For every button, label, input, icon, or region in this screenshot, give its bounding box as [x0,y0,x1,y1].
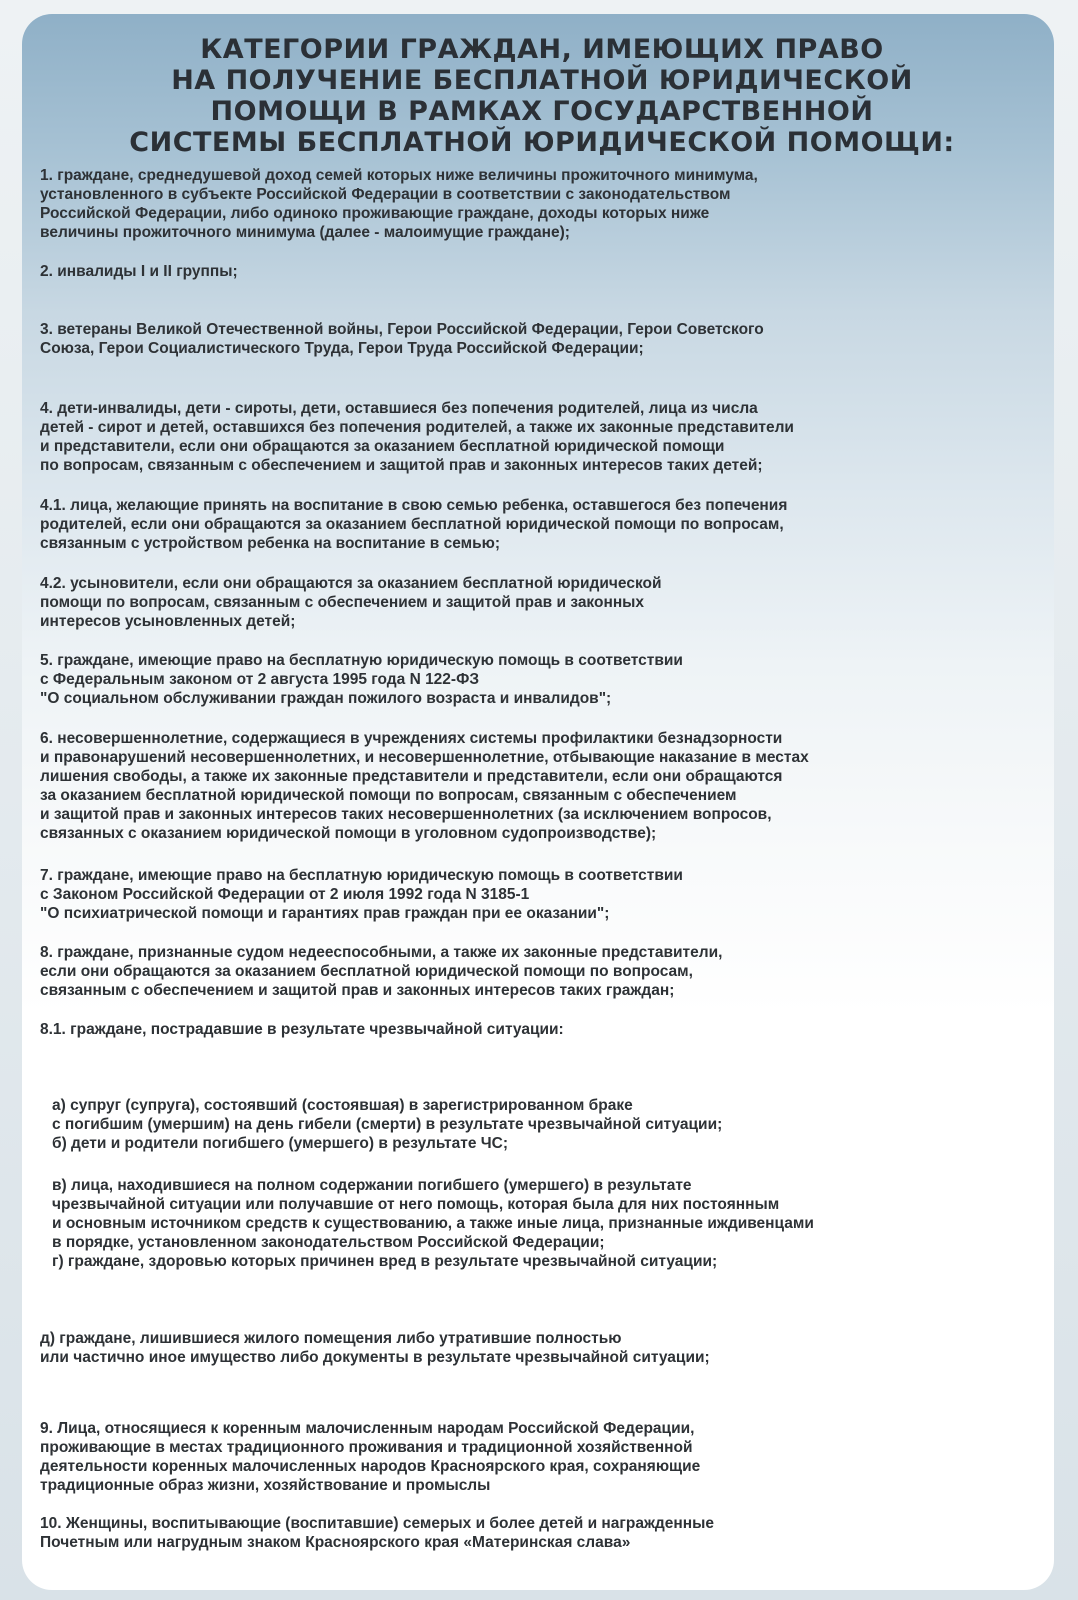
category-9: 9. Лица, относящиеся к коренным малочисленным народам Российской Федерации, проживающие в местах традиционного проживания и традиционной хозяйственной деятельности коренных малочисленных народов Красноярского края, сохраняющие традиционные образ жизни, хозяйствование и промыслы [40,1420,701,1494]
category-8-1-v-g: в) лица, находившиеся на полном содержании погибшего (умершего) в результате чрезвычайной ситуации или получавшие от него помощь, которая была для них постоянным и основным источником средств к существованию, а также иные лица, признанные иждивенцами в порядке, установленном законодательством Российской Федерации; г) граждане, здоровью которых причинен вред в результате чрезвычайной ситуации; [52,1177,814,1270]
title-line-4: СИСТЕМЫ БЕСПЛАТНОЙ ЮРИДИЧЕСКОЙ ПОМОЩИ: [129,127,955,158]
category-4-2: 4.2. усыновители, если они обращаются за оказанием бесплатной юридической помощи по вопросам, связанным с обеспечением и защитой прав и законных интересов усыновленных детей; [40,575,662,630]
poster-title [92,34,992,158]
category-8: 8. граждане, признанные судом недееспособными, а также их законные представители, если они обращаются за оказанием бесплатной юридической помощи по вопросам, связанным с обеспечением и защитой прав и законных интересов таких граждан; [40,944,723,999]
title-line-3: ПОМОЩИ В РАМКАХ ГОСУДАРСТВЕННОЙ [210,96,874,127]
information-poster [22,14,1054,1590]
category-6: 6. несовершеннолетние, содержащиеся в учреждениях системы профилактики безнадзорности и правонарушений несовершеннолетних, и несовершеннолетние, отбывающие наказание в местах лишения свободы, а также их законные представители и представители, если они обращаются за оказанием бесплатной юридической помощи по вопросам, связанным с обеспечением и защитой прав и законных интересов таких несовершеннолетних (за исключением вопросов, связанных с оказанием юридической помощи в уголовном судопроизводстве); [40,730,809,842]
title-line-2: НА ПОЛУЧЕНИЕ БЕСПЛАТНОЙ ЮРИДИЧЕСКОЙ [171,65,913,96]
category-3: 3. ветераны Великой Отечественной войны, Герои Российской Федерации, Герои Советского Союза, Герои Социалистического Труда, Герои Труда Российской Федерации; [40,321,764,357]
category-2: 2. инвалиды I и II группы; [40,263,238,280]
category-8-1-d: д) граждане, лишившиеся жилого помещения либо утратившие полностью или частично иное имущество либо документы в результате чрезвычайной ситуации; [40,1330,710,1366]
category-10: 10. Женщины, воспитывающие (воспитавшие) семерых и более детей и награжденные Почетным или нагрудным знаком Красноярского края «Материнская слава» [40,1515,714,1551]
category-4: 4. дети-инвалиды, дети - сироты, дети, оставшиеся без попечения родителей, лица из числа детей - сирот и детей, оставшихся без попечения родителей, а также их законные представители и представители, если они обращаются за оказанием бесплатной юридической помощи по вопросам, связанным с обеспечением и защитой прав и законных интересов таких детей; [40,400,794,474]
category-4-1: 4.1. лица, желающие принять на воспитание в свою семью ребенка, оставшегося без попечения родителей, если они обращаются за оказанием бесплатной юридической помощи по вопросам, связанным с устройством ребенка на воспитание в семью; [40,497,788,552]
title-line-1: КАТЕГОРИИ ГРАЖДАН, ИМЕЮЩИХ ПРАВО [200,34,884,65]
category-1: 1. граждане, среднедушевой доход семей которых ниже величины прожиточного минимума, установленного в субъекте Российской Федерации в соответствии с законодательством Российской Федерации, либо одиноко проживающие граждане, доходы которых ниже величины прожиточного минимума (далее - малоимущие граждане); [40,167,758,241]
category-7: 7. граждане, имеющие право на бесплатную юридическую помощь в соответствии с Законом Российской Федерации от 2 июля 1992 года N 3185-1 "О психиатрической помощи и гарантиях прав граждан при ее оказании"; [40,867,683,922]
category-5: 5. граждане, имеющие право на бесплатную юридическую помощь в соответствии с Федеральным законом от 2 августа 1995 года N 122-ФЗ "О социальном обслуживании граждан пожилого возраста и инвалидов"; [40,652,683,707]
category-8-1: 8.1. граждане, пострадавшие в результате чрезвычайной ситуации: [40,1021,564,1038]
category-8-1-a-b: а) супруг (супруга), состоявший (состоявшая) в зарегистрированном браке с погибшим (умершим) на день гибели (смерти) в результате чрезвычайной ситуации; б) дети и родители погибшего (умершего) в результате ЧС; [52,1097,723,1152]
